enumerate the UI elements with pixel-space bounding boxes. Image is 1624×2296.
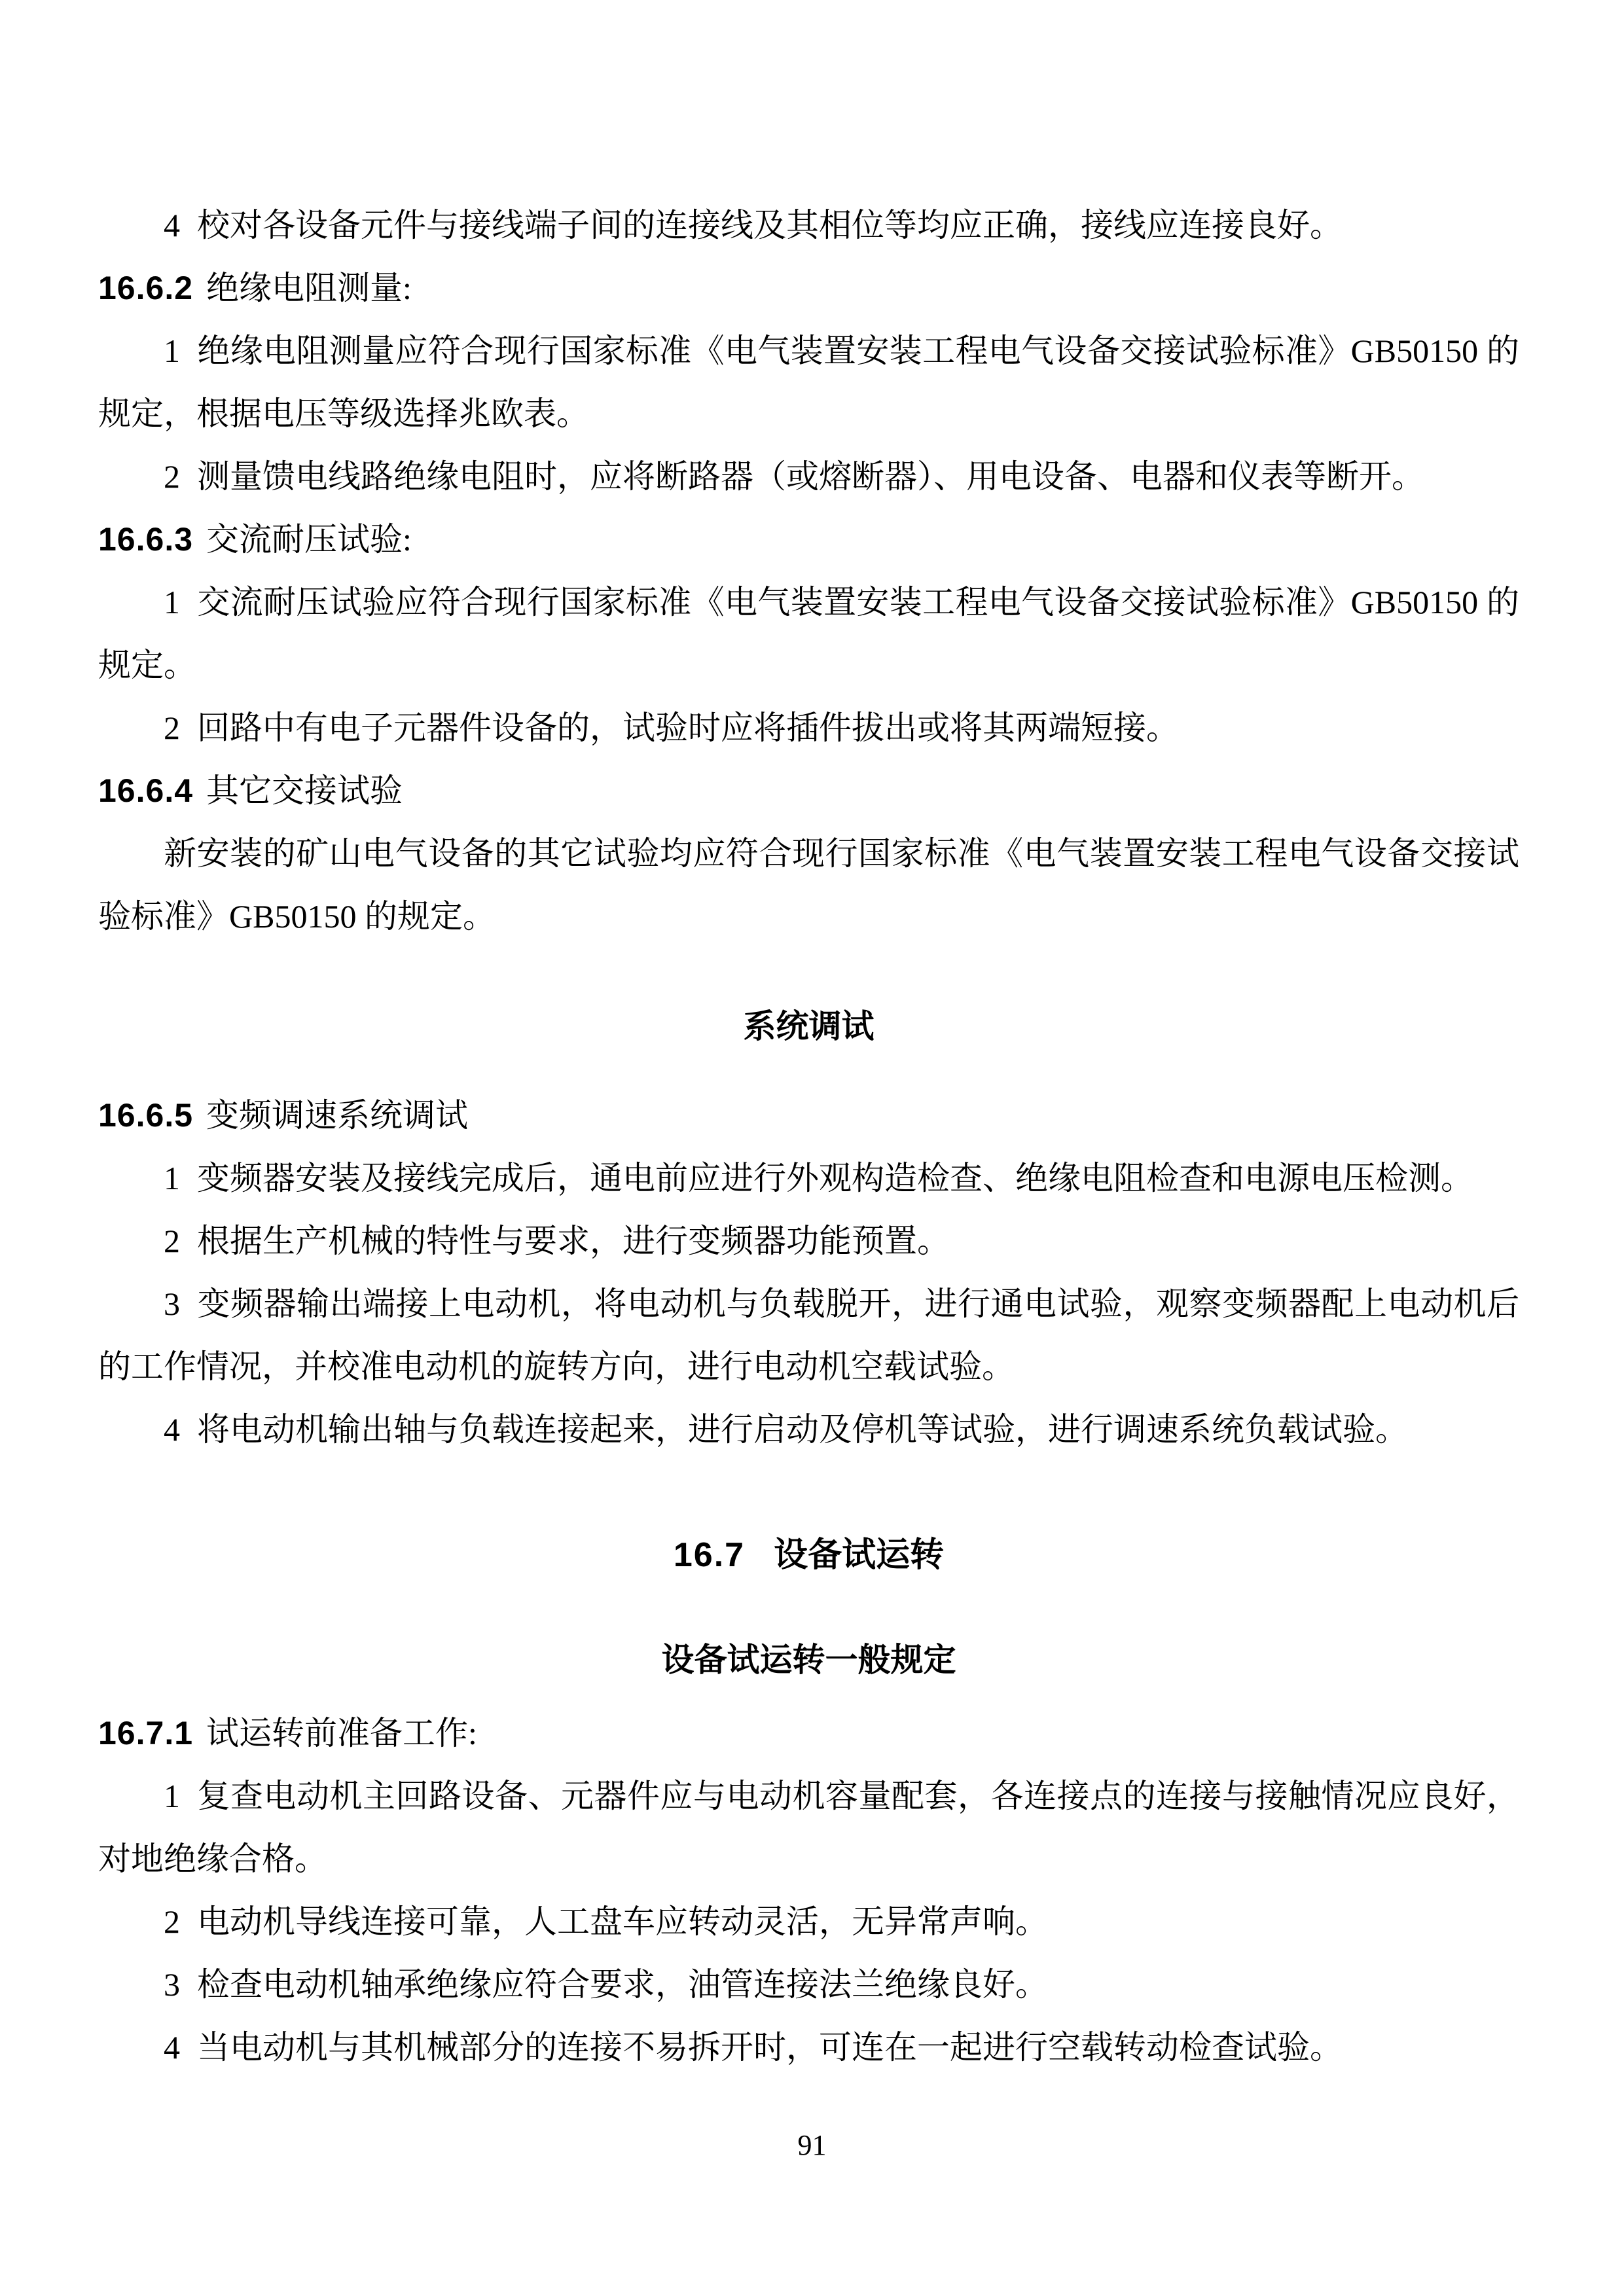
numbered-item [98,696,1519,759]
heading-text: 设备试运转一般规定 [661,1641,956,1678]
numbered-item [98,1210,1519,1272]
clause-heading [98,1702,1519,1765]
numbered-item [98,319,1519,445]
numbered-item [98,1147,1519,1210]
clause-number: 16.6.5 [98,1097,194,1134]
numbered-item [98,1398,1519,1461]
item-number: 4 [164,2029,180,2066]
item-text: 新安装的矿山电气设备的其它试验均应符合现行国家标准《电气装置安装工程电气设备交接试验标准》GB50150 的规定。 [98,835,1519,935]
item-number: 2 [164,1223,180,1259]
clause-title: 变频调速系统调试 [206,1097,469,1134]
clause-heading [98,759,1519,822]
clause-number: 16.6.3 [98,521,194,558]
document-body [98,194,1519,2079]
item-number: 1 [164,1160,180,1196]
heading-text: 设备试运转 [774,1536,945,1574]
item-text: 变频器安装及接线完成后，通电前应进行外观构造检查、绝缘电阻检查和电源电压检测。 [197,1160,1473,1196]
item-text: 回路中有电子元器件设备的，试验时应将插件拔出或将其两端短接。 [197,709,1179,746]
clause-number: 16.6.4 [98,772,194,809]
item-text: 变频器输出端接上电动机，将电动机与负载脱开，进行通电试验，观察变频器配上电动机后的工作情况，并校准电动机的旋转方向，进行电动机空载试验。 [98,1285,1519,1385]
item-number: 4 [164,1411,180,1448]
paragraph [98,822,1519,948]
numbered-item [98,1953,1519,2016]
item-text: 当电动机与其机械部分的连接不易拆开时，可连在一起进行空载转动检查试验。 [197,2029,1343,2066]
item-number: 1 [164,332,180,369]
item-number: 2 [164,458,180,495]
item-number: 1 [164,584,180,620]
section-number: 16.7 [673,1536,746,1574]
item-text: 复查电动机主回路设备、元器件应与电动机容量配套，各连接点的连接与接触情况应良好，对地绝缘合格。 [98,1778,1519,1877]
sub-heading [98,1628,1519,1691]
item-text: 校对各设备元件与接线端子间的连接线及其相位等均应正确，接线应连接良好。 [197,207,1343,243]
numbered-item [98,1272,1519,1398]
item-number: 4 [164,207,180,243]
heading-text: 系统调试 [743,1008,875,1045]
item-text: 交流耐压试验应符合现行国家标准《电气装置安装工程电气设备交接试验标准》GB50150 的规定。 [98,584,1519,683]
clause-heading [98,1084,1519,1147]
item-number: 3 [164,1285,180,1322]
clause-heading [98,257,1519,319]
numbered-item [98,1765,1519,1890]
clause-title: 交流耐压试验: [206,521,412,558]
item-text: 测量馈电线路绝缘电阻时，应将断路器（或熔断器）、用电设备、电器和仪表等断开。 [197,458,1424,495]
sub-heading [98,995,1519,1058]
item-text: 绝缘电阻测量应符合现行国家标准《电气装置安装工程电气设备交接试验标准》GB50150 的规定，根据电压等级选择兆欧表。 [98,332,1519,432]
numbered-item [98,571,1519,696]
clause-number: 16.6.2 [98,270,194,306]
numbered-item [98,445,1519,508]
item-text: 电动机导线连接可靠，人工盘车应转动灵活，无异常声响。 [197,1903,1048,1940]
clause-title: 绝缘电阻测量: [206,270,412,306]
numbered-item [98,2016,1519,2079]
numbered-item [98,1890,1519,1953]
item-text: 检查电动机轴承绝缘应符合要求，油管连接法兰绝缘良好。 [197,1966,1048,2003]
clause-heading [98,508,1519,571]
item-number: 2 [164,1903,180,1940]
page-number: 91 [797,2129,827,2161]
section-heading [98,1524,1519,1587]
clause-title: 其它交接试验 [206,772,403,809]
item-text: 根据生产机械的特性与要求，进行变频器功能预置。 [197,1223,950,1259]
item-number: 3 [164,1966,180,2003]
clause-title: 试运转前准备工作: [206,1715,477,1751]
clause-number: 16.7.1 [98,1715,194,1751]
item-text: 将电动机输出轴与负载连接起来，进行启动及停机等试验，进行调速系统负载试验。 [197,1411,1408,1448]
numbered-item [98,194,1519,257]
item-number: 1 [164,1778,180,1814]
item-number: 2 [164,709,180,746]
